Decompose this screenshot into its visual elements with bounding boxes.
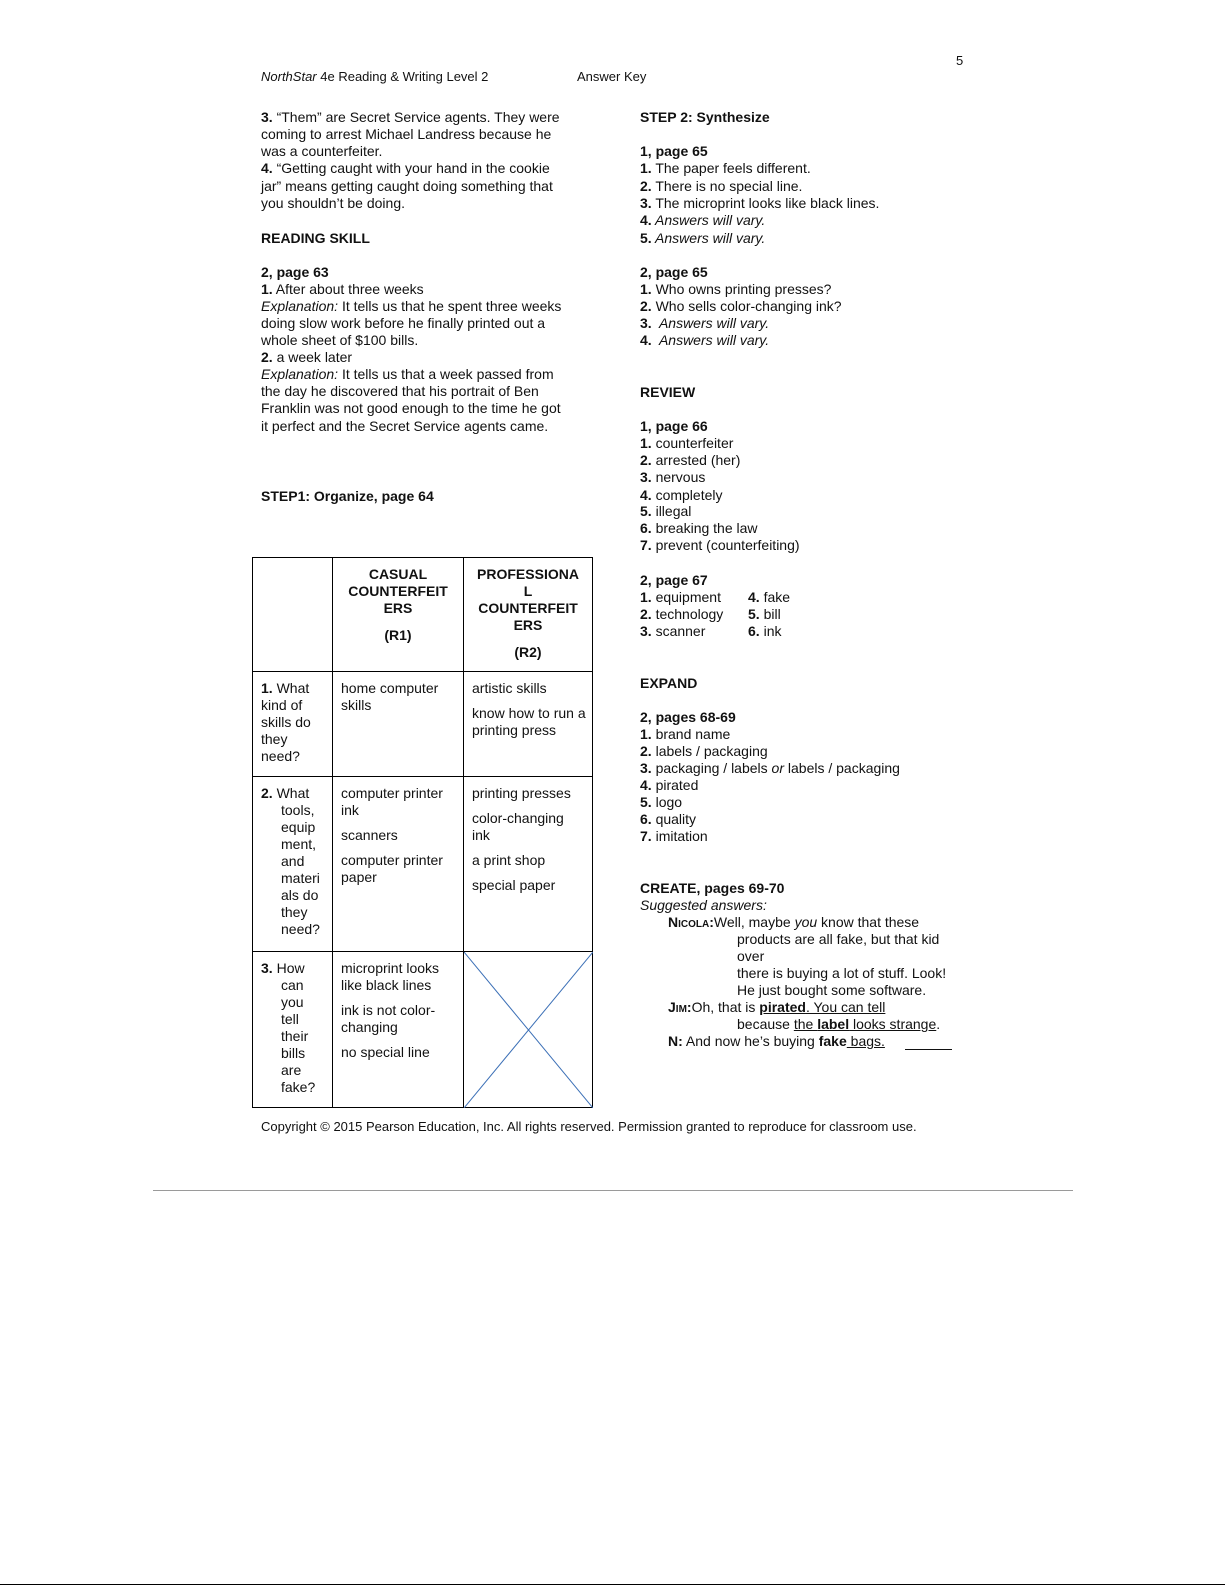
explanation-line: Explanation: It tells us that a week passed from: [261, 366, 554, 382]
answer-line: 2. labels / packaging: [640, 743, 768, 759]
dialogue-line: because the label looks strange.: [737, 1016, 941, 1032]
answer-line: 4. pirated: [640, 777, 699, 793]
explanation-line: the day he discovered that his portrait of Ben: [261, 383, 539, 399]
explanation-line: it perfect and the Secret Service agents came.: [261, 418, 549, 434]
pro-answer-cell: printing presses color-changing ink a print shop special paper: [464, 777, 593, 952]
answer-line: 4. Answers will vary.: [640, 332, 770, 348]
dialogue-line: Nicola:Well, maybe you know that these: [668, 914, 920, 930]
section-heading-step2: STEP 2: Synthesize: [640, 109, 770, 125]
item4-line: 4. “Getting caught with your hand in the cookie: [261, 160, 550, 176]
answer-line: 1. brand name: [640, 726, 731, 742]
answer-line: 5. illegal: [640, 503, 692, 519]
dialogue-line: Jim:Oh, that is pirated. You can tell: [668, 999, 886, 1015]
answer-line: 7. imitation: [640, 828, 708, 844]
answer-line: 3. scanner: [640, 623, 706, 639]
answer-line: 6. breaking the law: [640, 520, 758, 536]
answer-line: 4. completely: [640, 487, 723, 503]
header-title-italic: NorthStar: [261, 69, 317, 84]
exercise-heading: 1, page 66: [640, 418, 708, 434]
table-corner-cell: [253, 558, 333, 672]
item3-line: 3. “Them” are Secret Service agents. They were: [261, 109, 560, 125]
answer-line: 2. Who sells color-changing ink?: [640, 298, 842, 314]
casual-answer-cell: microprint looks like black lines ink is not color-changing no special line: [333, 952, 464, 1108]
answer-line: 1. equipment: [640, 589, 721, 605]
explanation-line: whole sheet of $100 bills.: [261, 332, 419, 348]
answer-line: 3. nervous: [640, 469, 706, 485]
pro-answer-cell: artistic skills know how to run a printing press: [464, 672, 593, 777]
answer-line: 1. After about three weeks: [261, 281, 424, 297]
question-cell: 2. What tools, equip ment, and materi als do they need?: [253, 777, 333, 952]
cross-out-mark: [464, 952, 593, 1108]
answer-line: 1. Who owns printing presses?: [640, 281, 832, 297]
header-professional-counterfeiters: PROFESSIONA L COUNTERFEIT ERS (R2): [464, 558, 593, 672]
exercise-heading: 2, page 67: [640, 572, 708, 588]
copyright-notice: Copyright © 2015 Pearson Education, Inc. All rights reserved. Permission granted to reproduce for classroom use.: [261, 1119, 917, 1134]
dialogue-line: over: [737, 948, 765, 964]
organize-table: [252, 557, 593, 1108]
answer-line: 1. counterfeiter: [640, 435, 734, 451]
answer-line: 4. fake: [748, 589, 791, 605]
answer-line: 6. quality: [640, 811, 697, 827]
suggested-answers-label: Suggested answers:: [640, 897, 767, 913]
table-row: [253, 777, 593, 952]
table-row: [253, 952, 593, 1108]
section-heading-review: REVIEW: [640, 384, 696, 400]
question-cell: 3. How can you tell their bills are fake?: [253, 952, 333, 1108]
casual-answer-cell: computer printer ink scanners computer printer paper: [333, 777, 464, 952]
dialogue-line: there is buying a lot of stuff. Look!: [737, 965, 947, 981]
explanation-line: doing slow work before he finally printed out a: [261, 315, 546, 331]
header-title-rest: 4e Reading & Writing Level 2: [316, 69, 489, 84]
item4-line: you shouldn’t be doing.: [261, 195, 405, 211]
item3-line: coming to arrest Michael Landress because he: [261, 126, 552, 142]
answer-line: 3. packaging / labels or labels / packaging: [640, 760, 900, 776]
section-heading-step1: STEP1: Organize, page 64: [261, 488, 434, 504]
dialogue-line: products are all fake, but that kid: [737, 931, 940, 947]
exercise-heading: 2, page 63: [261, 264, 329, 280]
answer-line: 7. prevent (counterfeiting): [640, 537, 800, 553]
answer-line: 3. Answers will vary.: [640, 315, 770, 331]
page-number: 5: [956, 53, 964, 68]
answer-line: 1. The paper feels different.: [640, 160, 811, 176]
exercise-heading: 1, page 65: [640, 143, 708, 159]
section-heading-reading-skill: READING SKILL: [261, 230, 370, 246]
answer-line: 5. bill: [748, 606, 781, 622]
explanation-line: Explanation: It tells us that he spent three weeks: [261, 298, 562, 314]
section-heading-create: CREATE, pages 69-70: [640, 880, 785, 896]
dialogue-line: N: And now he’s buying fake bags.: [668, 1033, 885, 1049]
explanation-line: Franklin was not good enough to the time he got: [261, 400, 561, 416]
casual-answer-cell: home computer skills: [333, 672, 464, 777]
answer-line: 2. There is no special line.: [640, 178, 803, 194]
empty-crossed-cell: [464, 952, 593, 1108]
section-heading-expand: EXPAND: [640, 675, 698, 691]
table-row: [253, 672, 593, 777]
page-divider: [153, 1190, 1073, 1191]
exercise-heading: 2, page 65: [640, 264, 708, 280]
item4-line: jar” means getting caught doing something that: [261, 178, 553, 194]
answer-line: 5. logo: [640, 794, 683, 810]
answer-blank-underline: [905, 1049, 952, 1050]
header-title: [261, 69, 488, 84]
answer-line: 5. Answers will vary.: [640, 230, 766, 246]
header-casual-counterfeiters: CASUAL COUNTERFEIT ERS (R1): [333, 558, 464, 672]
exercise-heading: 2, pages 68-69: [640, 709, 736, 725]
answer-line: 6. ink: [748, 623, 782, 639]
answer-line: 2. technology: [640, 606, 724, 622]
answer-line: 4. Answers will vary.: [640, 212, 766, 228]
header-answer-key: Answer Key: [577, 69, 647, 84]
question-cell: 1. What kind of skills do they need?: [253, 672, 333, 777]
answer-line: 3. The microprint looks like black lines.: [640, 195, 880, 211]
answer-line: 2. arrested (her): [640, 452, 741, 468]
table-header-row: [253, 558, 593, 672]
answer-line: 2. a week later: [261, 349, 353, 365]
item3-line: was a counterfeiter.: [261, 143, 383, 159]
dialogue-line: He just bought some software.: [737, 982, 927, 998]
